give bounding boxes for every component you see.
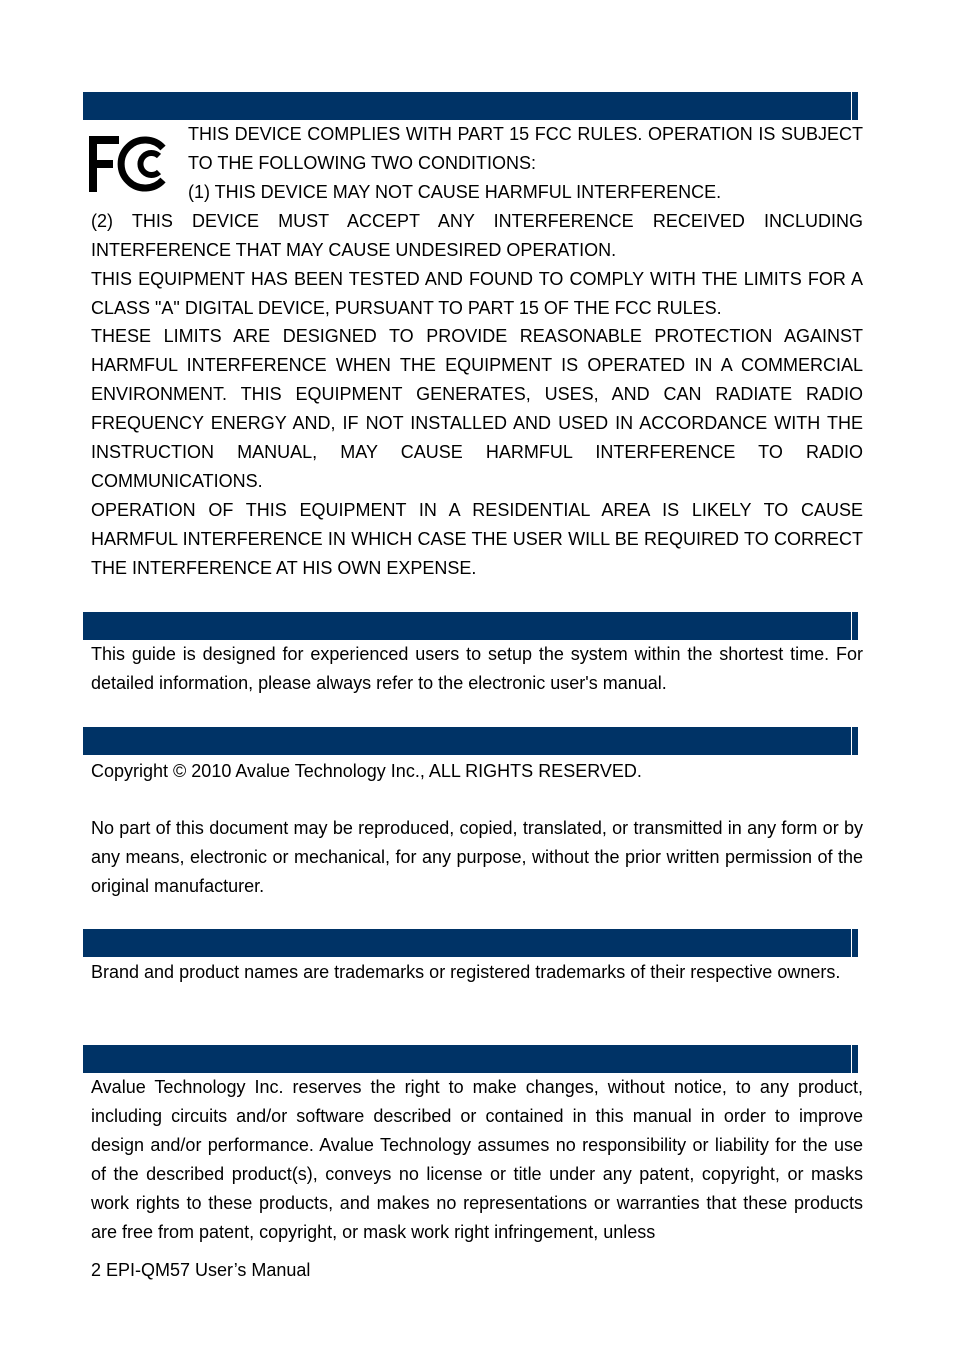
- disclaimer-text: Avalue Technology Inc. reserves the right to make changes, without notice, to any product, including circuits and/or software described or contained in this manual in order to improve design and/or performance. Avalue Technology assumes no responsibility or liability for the use of the described product(s), conveys no license or title under any patent, copyright, or masks work rights to these products, and makes no representations or warranties that these products are free from patent, copyright, or mask work right infringement, unless: [91, 1077, 863, 1242]
- page-footer: 2 EPI-QM57 User’s Manual: [91, 1260, 311, 1280]
- trademark-text: Brand and product names are trademarks or registered trademarks of their respective owners.: [91, 962, 841, 982]
- section-bar-copyright: [83, 727, 858, 755]
- section-bar-disclaimer: [83, 1045, 858, 1073]
- fcc-residential-text: OPERATION OF THIS EQUIPMENT IN A RESIDENTIAL AREA IS LIKELY TO CAUSE HARMFUL INTERFERENCE IN WHICH CASE THE USER WILL BE REQUIRED TO CORRECT THE INTERFERENCE AT HIS OWN EXPENSE.: [91, 500, 863, 578]
- fcc-condition-1: (1) THIS DEVICE MAY NOT CAUSE HARMFUL INTERFERENCE.: [188, 182, 722, 202]
- guide-text: This guide is designed for experienced users to setup the system within the shortest time. For detailed information, please always refer to the electronic user's manual.: [91, 644, 863, 693]
- fcc-logo-icon: [89, 134, 175, 194]
- section-bar-fcc: [83, 92, 858, 120]
- copyright-notice: No part of this document may be reproduced, copied, translated, or transmitted in any form or by any means, electronic or mechanical, for any purpose, without the prior written permission of the original manufacturer.: [91, 818, 863, 896]
- fcc-tested-text: THIS EQUIPMENT HAS BEEN TESTED AND FOUND TO COMPLY WITH THE LIMITS FOR A CLASS "A" DIGITAL DEVICE, PURSUANT TO PART 15 OF THE FCC RULES.: [91, 269, 863, 318]
- fcc-intro-text: THIS DEVICE COMPLIES WITH PART 15 FCC RULES. OPERATION IS SUBJECT TO THE FOLLOWING TWO CONDITIONS:: [188, 124, 863, 173]
- copyright-line: Copyright © 2010 Avalue Technology Inc., ALL RIGHTS RESERVED.: [91, 761, 642, 781]
- fcc-condition-2: (2) THIS DEVICE MUST ACCEPT ANY INTERFERENCE RECEIVED INCLUDING INTERFERENCE THAT MAY CAUSE UNDESIRED OPERATION.: [91, 211, 863, 260]
- section-bar-trademark: [83, 929, 858, 957]
- fcc-limits-text: THESE LIMITS ARE DESIGNED TO PROVIDE REASONABLE PROTECTION AGAINST HARMFUL INTERFERENCE WHEN THE EQUIPMENT IS OPERATED IN A COMMERCIAL ENVIRONMENT. THIS EQUIPMENT GENERATES, USES, AND CAN RADIATE RADIO FREQUENCY ENERGY AND, IF NOT INSTALLED AND USED IN ACCORDANCE WITH THE INSTRUCTION MANUAL, MAY CAUSE HARMFUL INTERFERENCE TO RADIO COMMUNICATIONS.: [91, 326, 863, 491]
- section-bar-guide: [83, 612, 858, 640]
